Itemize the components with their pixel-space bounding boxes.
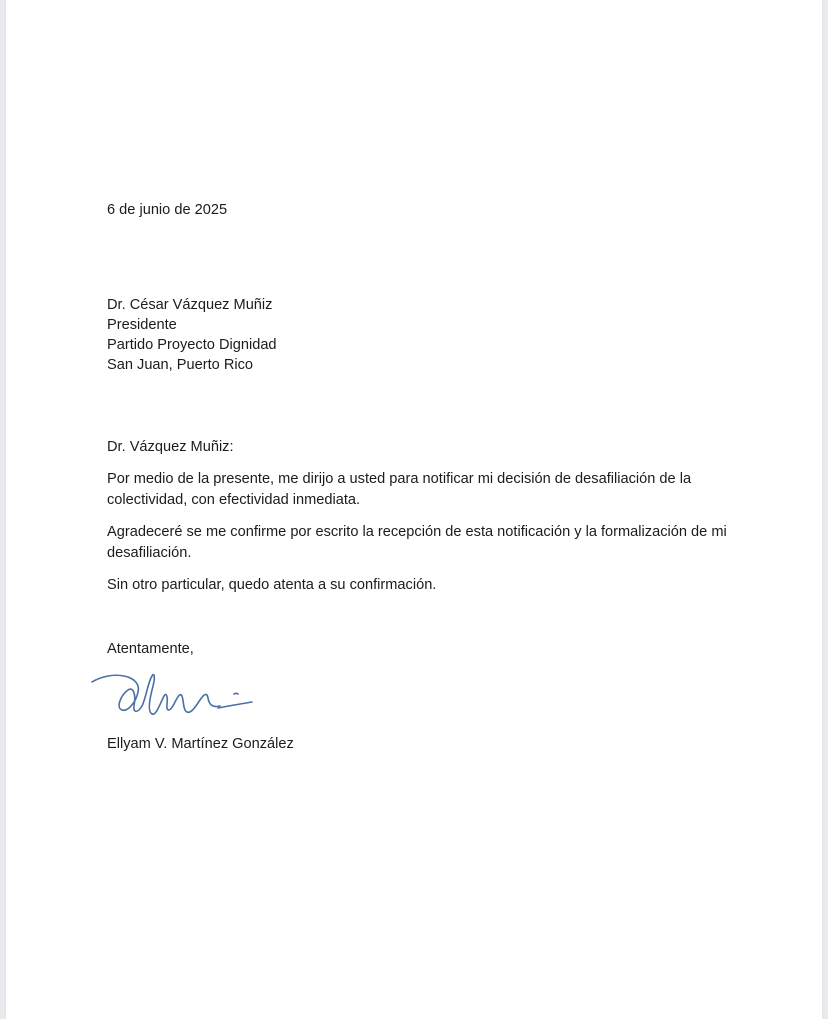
salutation: Dr. Vázquez Muñiz: [107,439,234,455]
body-paragraph: Sin otro particular, quedo atenta a su confirmación. [107,577,437,593]
body-paragraph: Por medio de la presente, me dirijo a usted para notificar mi decisión de desafiliación de la colectividad, con efectividad inmediata. [107,471,692,508]
letter-date: 6 de junio de 2025 [107,202,228,218]
signer-name: Ellyam V. Martínez González [107,736,294,752]
recipient-name: Dr. César Vázquez Muñiz [107,297,273,313]
handwritten-signature [90,662,260,724]
recipient-organization: Partido Proyecto Dignidad [107,337,277,353]
closing: Atentamente, [107,641,194,657]
recipient-location: San Juan, Puerto Rico [107,357,254,373]
recipient-block [107,295,277,375]
recipient-title: Presidente [107,317,177,333]
body-paragraph: Agradeceré se me confirme por escrito la recepción de esta notificación y la formalización de mi desafiliación. [107,524,727,561]
letter-page [6,0,822,1019]
